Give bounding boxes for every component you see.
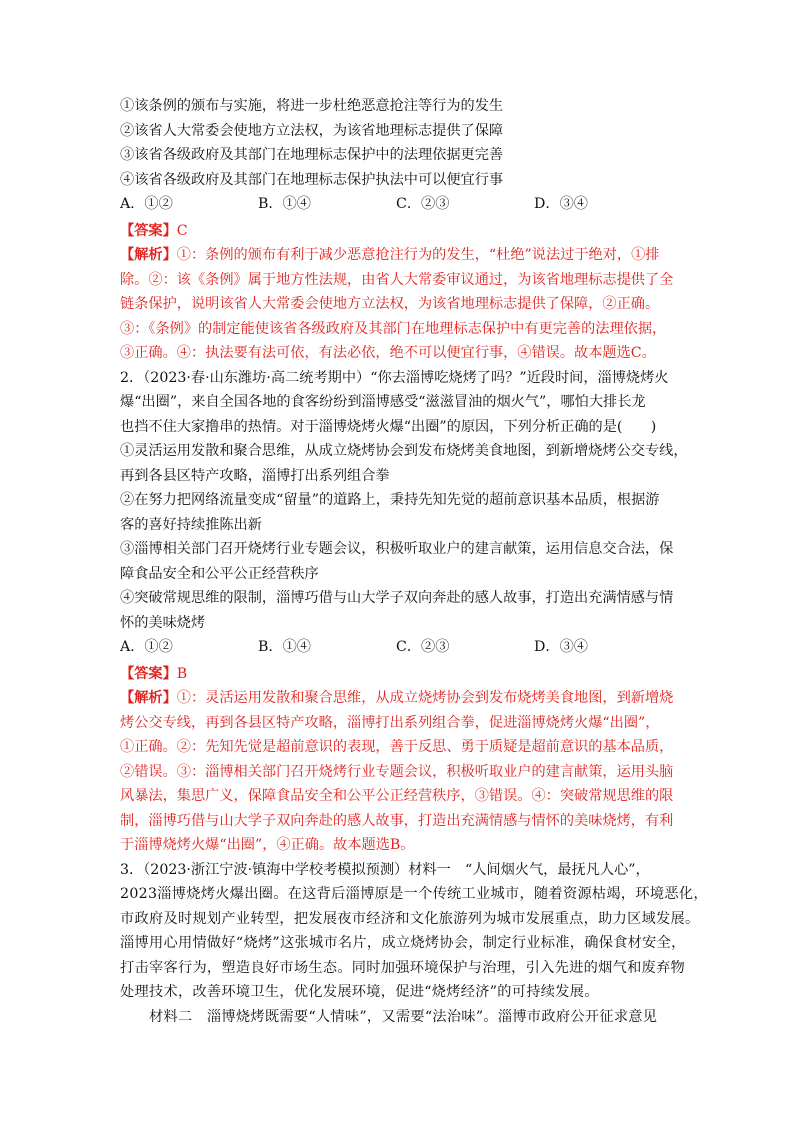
q1-statement-3: ③该省各级政府及其部门在地理标志保护中的法理依据更完善 — [120, 147, 504, 163]
q2-stem-line-3: 也挡不住大家撸串的热情。对于淄博烧烤火爆“出圈”的原因，下列分析正确的是( ) — [120, 418, 657, 435]
q1-option-b: B．①④ — [258, 196, 311, 212]
q2-stem-line-1: 2．（2023·春·山东潍坊·高二统考期中）“你去淄博吃烧烤了吗？”近段时间，淄博烧烤火 — [120, 369, 669, 386]
q2-option-c: C．②③ — [396, 639, 450, 655]
q2-answer — [120, 662, 680, 687]
q2-analysis-line-5: 风暴法，集思广义，保障食品安全和公平公正经营秩序，③错误。④：突破常规思维的限 — [120, 788, 674, 804]
q2-statement-line-4: 客的喜好持续推陈出新 — [120, 516, 262, 533]
q3-stem-line-4: 淄博用心用情做好“烧烤”这张城市名片，成立烧烤协会，制定行业标准，确保食材安全， — [120, 935, 686, 951]
q2-stem-line-2: 爆“出圈”，来自全国各地的食客纷纷到淄博感受“滋滋冒油的烟火气”，哪怕大排长龙 — [120, 394, 646, 410]
q2-statement-line-8: 怀的美味烧烤 — [120, 614, 206, 631]
q2-option-b: B．①④ — [258, 639, 311, 655]
q1-option-d: D．③④ — [534, 196, 588, 212]
q2-statement-line-5: ③淄博相关部门召开烧烤行业专题会议，积极听取业户的建言献策，运用信息交合法，保 — [120, 541, 674, 557]
q3-stem-line-1: 3．（2023·浙江宁波·镇海中学校考模拟预测）材料一 “人间烟火气，最抚凡人心”， — [120, 861, 650, 878]
q2-analysis-line-2: 烤公交专线，再到各县区特产攻略，淄博打出系列组合拳，促进淄博烧烤火爆“出圈”， — [120, 714, 660, 731]
q1-analysis-line-3: 链条保护，说明该省人大常委会使地方立法权，为该省地理标志提供了保障，②正确。 — [120, 296, 660, 312]
q2-analysis-text-1: ①：灵活运用发散和聚合思维，从成立烧烤协会到发布烧烤美食地图，到新增烧 — [176, 690, 674, 706]
q1-statement-1: ①该条例的颁布与实施，将进一步杜绝恶意抢注等行为的发生 — [120, 98, 504, 114]
q2-analysis-line-4: ②错误。③：淄博相关部门召开烧烤行业专题会议，积极听取业户的建言献策，运用头脑 — [120, 763, 674, 780]
q2-option-d: D．③④ — [534, 639, 588, 655]
q1-statement-2: ②该省人大常委会使地方立法权，为该省地理标志提供了保障 — [120, 122, 504, 139]
q1-analysis-tag: 【解析】 — [120, 247, 177, 263]
q2-analysis-tag: 【解析】 — [120, 690, 177, 706]
q2-answer-value: B — [176, 665, 188, 682]
q1-option-a: A．①② — [120, 196, 173, 212]
q1-statement-4: ④该省各级政府及其部门在地理标志保护执法中可以便宜行事 — [120, 171, 504, 188]
q2-analysis-line-6: 制，淄博巧借与山大学子双向奔赴的感人故事，打造出充满情感与情怀的美味烧烤，有利 — [120, 812, 674, 829]
document-content — [120, 94, 708, 1029]
q3-stem-line-2: 2023淄博烧烤火爆出圈。在这背后淄博原是一个传统工业城市，随着资源枯竭，环境恶化， — [120, 886, 708, 902]
q3-stem-line-3: 市政府及时规划产业转型，把发展夜市经济和文化旅游列为城市发展重点，助力区域发展。 — [120, 910, 700, 927]
q2-option-a: A．①② — [120, 639, 173, 655]
q2-options — [120, 635, 680, 660]
q1-option-c: C．②③ — [396, 196, 450, 212]
q2-statement-line-6: 障食品安全和公平公正经营秩序 — [120, 565, 319, 582]
q2-answer-tag: 【答案】 — [120, 665, 177, 682]
q1-answer — [120, 219, 680, 244]
q1-analysis-text-1: ①：条例的颁布有利于减少恶意抢注行为的发生，“杜绝”说法过于绝对，①排 — [176, 247, 660, 263]
q3-stem-line-6: 处理技术，改善环境卫生，优化发展环境，促进“烧烤经济”的可持续发展。 — [120, 984, 599, 1000]
q1-analysis-line-5: ③正确。④：执法要有法可依，有法必依，绝不可以便宜行事，④错误。故本题选C。 — [120, 345, 656, 361]
q2-analysis-line-7: 于淄博烧烤火爆“出圈”，④正确。故本题选B。 — [120, 837, 415, 853]
q2-statement-line-1: ①灵活运用发散和聚合思维，从成立烧烤协会到发布烧烤美食地图，到新增烧烤公交专线， — [120, 443, 688, 459]
q1-analysis-line-2: 除。②：该《条例》属于地方性法规，由省人大常委审议通过，为该省地理标志提供了全 — [120, 271, 674, 288]
q1-analysis-line-1 — [120, 243, 680, 268]
q2-analysis-line-1 — [120, 686, 680, 711]
q1-options — [120, 192, 680, 217]
q2-statement-line-7: ④突破常规思维的限制，淄博巧借与山大学子双向奔赴的感人故事，打造出充满情感与情 — [120, 590, 674, 606]
q1-answer-tag: 【答案】 — [120, 222, 177, 239]
q2-statement-line-3: ②在努力把网络流量变成“留量”的道路上，秉持先知先觉的超前意识基本品质，根据游 — [120, 492, 660, 508]
q2-analysis-line-3: ①正确。②：先知先觉是超前意识的表现，善于反思、勇于质疑是超前意识的基本品质， — [120, 739, 674, 755]
q2-statement-line-2: 再到各县区特产攻略，淄博打出系列组合拳 — [120, 467, 390, 484]
q3-stem-line-7: 材料二 淄博烧烤既需要“人情味”，又需要“法治味”。淄博市政府公开征求意见 — [120, 1008, 658, 1025]
q3-stem-line-5: 打击宰客行为，塑造良好市场生态。同时加强环境保护与治理，引入先进的烟气和废弃物 — [120, 959, 686, 976]
q1-analysis-line-4: ③：《条例》的制定能使该省各级政府及其部门在地理标志保护中有更完善的法理依据， — [120, 320, 667, 337]
q1-answer-value: C — [176, 222, 188, 239]
